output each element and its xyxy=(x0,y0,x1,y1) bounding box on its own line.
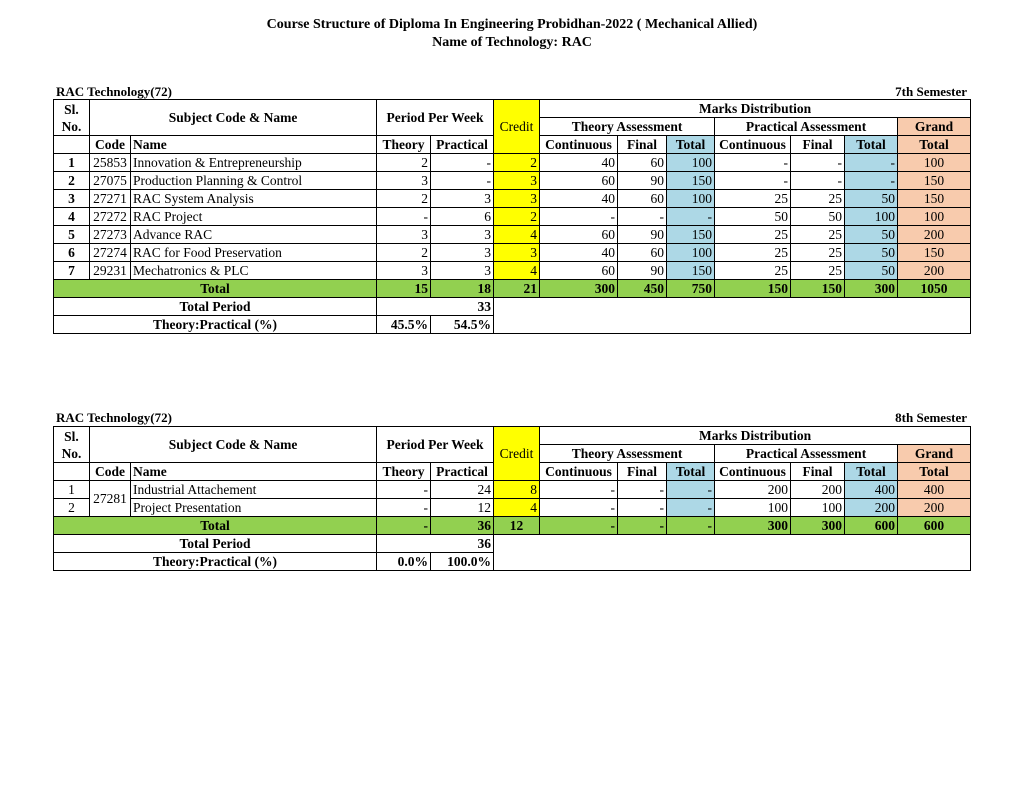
practical-final-cell: 200 xyxy=(791,481,845,499)
practical-total-cell: 50 xyxy=(845,262,898,280)
theory-total-cell: - xyxy=(667,481,715,499)
ratio-label: Theory:Practical (%) xyxy=(54,316,377,334)
practical-cell: 6 xyxy=(431,208,494,226)
semester8-technology-label: RAC Technology(72) xyxy=(56,410,172,425)
theory-total-header: Total xyxy=(667,136,715,154)
credit-cell: 2 xyxy=(494,154,540,172)
total-credit: 12 xyxy=(494,517,540,535)
table-row xyxy=(54,481,971,499)
name-cell: Innovation & Entrepreneurship xyxy=(131,154,377,172)
total-theory: - xyxy=(377,517,431,535)
marks-distribution-header: Marks Distribution xyxy=(540,427,971,445)
credit-cell: 3 xyxy=(494,190,540,208)
practical-total-header: Total xyxy=(845,136,898,154)
theory-total-cell: 100 xyxy=(667,244,715,262)
practical-total-header: Total xyxy=(845,463,898,481)
name-cell: Production Planning & Control xyxy=(131,172,377,190)
practical-cell: - xyxy=(431,154,494,172)
theory-cell: 3 xyxy=(377,226,431,244)
credit-cell: 4 xyxy=(494,499,540,517)
practical-final-cell: 25 xyxy=(791,244,845,262)
theory-cell: 3 xyxy=(377,262,431,280)
theory-continuous-header: Continuous xyxy=(540,136,618,154)
name-header: Name xyxy=(131,136,377,154)
code-cell: 25853 xyxy=(90,154,131,172)
theory-total-cell: 100 xyxy=(667,154,715,172)
theory-cell: - xyxy=(377,208,431,226)
practical-assessment-header: Practical Assessment xyxy=(715,118,898,136)
theory-cell: 2 xyxy=(377,154,431,172)
theory-header: Theory xyxy=(377,463,431,481)
total-practical-continuous: 150 xyxy=(715,280,791,298)
theory-final-cell: 90 xyxy=(618,226,667,244)
grand-total-cell: 150 xyxy=(898,190,971,208)
total-row-label: Total xyxy=(54,280,377,298)
credit-cell: 8 xyxy=(494,481,540,499)
practical-final-header: Final xyxy=(791,463,845,481)
credit-header: Credit xyxy=(494,427,540,481)
theory-cell: 3 xyxy=(377,172,431,190)
theory-continuous-cell: 40 xyxy=(540,154,618,172)
theory-final-header: Final xyxy=(618,136,667,154)
table-row xyxy=(54,226,971,244)
name-cell: Advance RAC xyxy=(131,226,377,244)
practical-final-cell: 25 xyxy=(791,226,845,244)
total-theory: 15 xyxy=(377,280,431,298)
grand-total-cell: 150 xyxy=(898,244,971,262)
marks-distribution-header: Marks Distribution xyxy=(540,100,971,118)
practical-cell: 3 xyxy=(431,226,494,244)
grand-total-cell: 200 xyxy=(898,226,971,244)
practical-continuous-cell: 25 xyxy=(715,244,791,262)
total-practical-total: 600 xyxy=(845,517,898,535)
total-practical-final: 150 xyxy=(791,280,845,298)
code-cell: 27075 xyxy=(90,172,131,190)
practical-final-cell: 25 xyxy=(791,262,845,280)
theory-cell: 2 xyxy=(377,190,431,208)
practical-total-cell: 400 xyxy=(845,481,898,499)
ratio-practical: 100.0% xyxy=(431,553,494,571)
credit-cell: 4 xyxy=(494,262,540,280)
practical-continuous-cell: - xyxy=(715,154,791,172)
theory-final-header: Final xyxy=(618,463,667,481)
table-row xyxy=(54,154,971,172)
code-cell: 27273 xyxy=(90,226,131,244)
practical-total-cell: - xyxy=(845,154,898,172)
grand-total-header: Total xyxy=(898,136,971,154)
table-row xyxy=(54,190,971,208)
theory-continuous-cell: - xyxy=(540,208,618,226)
grand-total-cell: 100 xyxy=(898,208,971,226)
total-practical: 18 xyxy=(431,280,494,298)
grand-total-cell: 150 xyxy=(898,172,971,190)
grand-total-cell: 400 xyxy=(898,481,971,499)
theory-assessment-header: Theory Assessment xyxy=(540,445,715,463)
theory-total-cell: 150 xyxy=(667,262,715,280)
table-row xyxy=(54,262,971,280)
sl-cell: 1 xyxy=(54,154,90,172)
subject-header: Subject Code & Name xyxy=(90,427,377,463)
theory-final-cell: 90 xyxy=(618,262,667,280)
theory-header: Theory xyxy=(377,136,431,154)
total-theory-final: 450 xyxy=(618,280,667,298)
sl-no-header: Sl. No. xyxy=(54,427,90,463)
theory-final-cell: 60 xyxy=(618,190,667,208)
practical-continuous-cell: 25 xyxy=(715,262,791,280)
practical-continuous-cell: 200 xyxy=(715,481,791,499)
total-theory-total: - xyxy=(667,517,715,535)
theory-assessment-header: Theory Assessment xyxy=(540,118,715,136)
name-cell: Project Presentation xyxy=(131,499,377,517)
practical-cell: 12 xyxy=(431,499,494,517)
total-row-label: Total xyxy=(54,517,377,535)
sl-cell: 4 xyxy=(54,208,90,226)
code-header: Code xyxy=(90,136,131,154)
theory-final-cell: - xyxy=(618,208,667,226)
theory-total-cell: 150 xyxy=(667,172,715,190)
theory-total-cell: - xyxy=(667,208,715,226)
practical-assessment-header: Practical Assessment xyxy=(715,445,898,463)
theory-final-cell: 90 xyxy=(618,172,667,190)
practical-total-cell: - xyxy=(845,172,898,190)
ratio-label: Theory:Practical (%) xyxy=(54,553,377,571)
table-row xyxy=(54,172,971,190)
practical-final-header: Final xyxy=(791,136,845,154)
practical-cell: - xyxy=(431,172,494,190)
grand-total-cell: 100 xyxy=(898,154,971,172)
code-cell: 27272 xyxy=(90,208,131,226)
total-practical-continuous: 300 xyxy=(715,517,791,535)
theory-continuous-cell: - xyxy=(540,481,618,499)
practical-continuous-cell: - xyxy=(715,172,791,190)
name-header: Name xyxy=(131,463,377,481)
name-cell: RAC Project xyxy=(131,208,377,226)
total-theory-final: - xyxy=(618,517,667,535)
document-title: Course Structure of Diploma In Engineering Probidhan-2022 ( Mechanical Allied) xyxy=(266,17,758,32)
total-theory-total: 750 xyxy=(667,280,715,298)
theory-total-cell: 150 xyxy=(667,226,715,244)
total-period-value: 33 xyxy=(377,298,494,316)
practical-final-cell: - xyxy=(791,154,845,172)
semester7-table xyxy=(53,99,971,334)
practical-continuous-cell: 25 xyxy=(715,226,791,244)
practical-continuous-cell: 25 xyxy=(715,190,791,208)
name-cell: RAC for Food Preservation xyxy=(131,244,377,262)
table-row xyxy=(54,244,971,262)
total-practical-final: 300 xyxy=(791,517,845,535)
theory-continuous-cell: 60 xyxy=(540,226,618,244)
grand-total-cell: 200 xyxy=(898,262,971,280)
code-header: Code xyxy=(90,463,131,481)
practical-total-cell: 50 xyxy=(845,244,898,262)
practical-total-cell: 50 xyxy=(845,226,898,244)
practical-total-cell: 200 xyxy=(845,499,898,517)
sl-cell: 1 xyxy=(54,481,90,499)
grand-total-header: Total xyxy=(898,463,971,481)
semester8-table xyxy=(53,426,971,571)
practical-continuous-header: Continuous xyxy=(715,136,791,154)
grand-header: Grand xyxy=(898,118,971,136)
theory-cell: - xyxy=(377,499,431,517)
total-period-label: Total Period xyxy=(54,298,377,316)
total-theory-continuous: 300 xyxy=(540,280,618,298)
theory-final-cell: - xyxy=(618,481,667,499)
theory-final-cell: 60 xyxy=(618,244,667,262)
grand-total-cell: 200 xyxy=(898,499,971,517)
practical-header: Practical xyxy=(431,136,494,154)
sl-cell: 6 xyxy=(54,244,90,262)
name-cell: RAC System Analysis xyxy=(131,190,377,208)
credit-cell: 2 xyxy=(494,208,540,226)
theory-cell: 2 xyxy=(377,244,431,262)
name-cell: Mechatronics & PLC xyxy=(131,262,377,280)
ratio-practical: 54.5% xyxy=(431,316,494,334)
total-grand-total: 1050 xyxy=(898,280,971,298)
practical-continuous-cell: 100 xyxy=(715,499,791,517)
sl-cell: 7 xyxy=(54,262,90,280)
code-cell: 27271 xyxy=(90,190,131,208)
theory-continuous-cell: 40 xyxy=(540,190,618,208)
sl-cell: 2 xyxy=(54,172,90,190)
code-cell: 29231 xyxy=(90,262,131,280)
theory-continuous-header: Continuous xyxy=(540,463,618,481)
credit-cell: 3 xyxy=(494,172,540,190)
code-cell: 27274 xyxy=(90,244,131,262)
total-period-value: 36 xyxy=(377,535,494,553)
grand-header: Grand xyxy=(898,445,971,463)
total-practical-total: 300 xyxy=(845,280,898,298)
semester7-label: 7th Semester xyxy=(895,84,967,99)
semester8-label: 8th Semester xyxy=(895,410,967,425)
table-row xyxy=(54,208,971,226)
theory-final-cell: - xyxy=(618,499,667,517)
period-header: Period Per Week xyxy=(377,427,494,463)
credit-cell: 3 xyxy=(494,244,540,262)
theory-total-cell: - xyxy=(667,499,715,517)
semester7-technology-label: RAC Technology(72) xyxy=(56,84,172,99)
practical-cell: 3 xyxy=(431,244,494,262)
theory-continuous-cell: 60 xyxy=(540,262,618,280)
code-cell: 27281 xyxy=(90,481,131,517)
practical-continuous-cell: 50 xyxy=(715,208,791,226)
practical-header: Practical xyxy=(431,463,494,481)
technology-name: Name of Technology: RAC xyxy=(432,35,592,50)
theory-total-header: Total xyxy=(667,463,715,481)
credit-cell: 4 xyxy=(494,226,540,244)
practical-continuous-header: Continuous xyxy=(715,463,791,481)
sl-no-header: Sl. No. xyxy=(54,100,90,136)
practical-cell: 3 xyxy=(431,190,494,208)
theory-continuous-cell: 60 xyxy=(540,172,618,190)
sl-cell: 3 xyxy=(54,190,90,208)
practical-final-cell: - xyxy=(791,172,845,190)
credit-header: Credit xyxy=(494,100,540,154)
period-header: Period Per Week xyxy=(377,100,494,136)
practical-cell: 24 xyxy=(431,481,494,499)
sl-cell: 2 xyxy=(54,499,90,517)
theory-final-cell: 60 xyxy=(618,154,667,172)
theory-continuous-cell: 40 xyxy=(540,244,618,262)
practical-cell: 3 xyxy=(431,262,494,280)
name-cell: Industrial Attachement xyxy=(131,481,377,499)
practical-total-cell: 100 xyxy=(845,208,898,226)
theory-cell: - xyxy=(377,481,431,499)
ratio-theory: 45.5% xyxy=(377,316,431,334)
practical-final-cell: 50 xyxy=(791,208,845,226)
total-practical: 36 xyxy=(431,517,494,535)
theory-continuous-cell: - xyxy=(540,499,618,517)
practical-final-cell: 25 xyxy=(791,190,845,208)
subject-header: Subject Code & Name xyxy=(90,100,377,136)
table-row xyxy=(54,499,971,517)
theory-total-cell: 100 xyxy=(667,190,715,208)
ratio-theory: 0.0% xyxy=(377,553,431,571)
total-theory-continuous: - xyxy=(540,517,618,535)
practical-final-cell: 100 xyxy=(791,499,845,517)
total-period-label: Total Period xyxy=(54,535,377,553)
total-credit: 21 xyxy=(494,280,540,298)
sl-cell: 5 xyxy=(54,226,90,244)
practical-total-cell: 50 xyxy=(845,190,898,208)
total-grand-total: 600 xyxy=(898,517,971,535)
